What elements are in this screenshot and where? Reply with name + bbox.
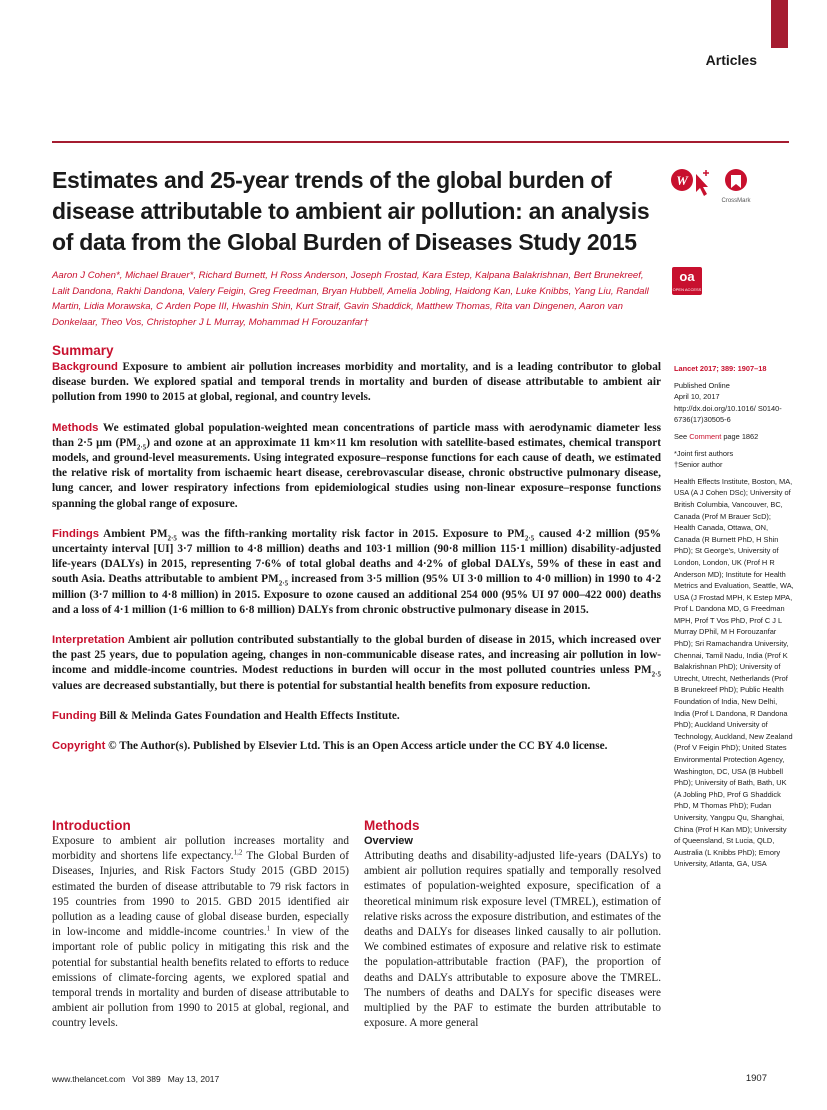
findings-text-a: Ambient PM [103,527,168,540]
joint-authors-note: *Joint first authors [674,448,734,458]
sidebar-citation [674,363,794,375]
intro-text-a: Exposure to ambient air pollution increases mortality and morbidity and shortens life expectancy. [52,835,349,863]
section-label: Articles [705,52,757,68]
summary-copyright [52,739,661,754]
open-access-badge[interactable] [672,267,702,295]
crossmark-label: CrossMark [721,198,751,204]
comment-link[interactable]: Comment [689,431,722,441]
journal-citation: Lancet 2017; 389: 1907–18 [674,364,767,373]
sidebar [674,363,794,875]
findings-text-b: was the fifth-ranking mortality risk factor in 2015. Exposure to PM [176,527,525,540]
interpretation-label: Interpretation [52,634,125,647]
methods-subheading: Overview [364,835,413,847]
background-text: Exposure to ambient air pollution increases morbidity and mortality, and is a leading contributor to global disease burden. We explored spatial and temporal trends in mortality and burden of disease attributable to ambient air pollution from 1990 to 2015 at global, regional, and country levels. [52,361,662,404]
journal-color-tab [771,0,788,48]
methods-heading: Methods [364,818,420,833]
svg-text:W: W [676,173,688,188]
methods-text-a: We estimated global population-weighted mean concentrations of particle mass with aerodynamic diameter less than 2·5 μm (PM [52,421,661,449]
reference-link[interactable]: 1,2 [233,848,243,857]
interpretation-text-a: Ambient air pollution contributed substantially to the global burden of disease in 2015, which increased over the past 25 years, due to population ageing, changes in non-communicable disease rates, and increasing air pollution in low-income and middle-income countries. Modest reductions in burden will occur in the most polluted countries unless PM [52,634,662,677]
published-date: April 10, 2017 [674,392,720,402]
methods-body: Attributing deaths and disability-adjusted life-years (DALYs) to ambient air pollution requires spatially and temporally resolved estimates of population-weighted exposure, specification of a theoretical minimum risk exposure level (TMREL), estimation of relative risks across the exposure distribution, and estimates of the deaths and DALYs for diseases linked causally to air pollution. We combined estimates of exposure and relative risk to estimate the population-attributable fraction (PAF), the proportion of deaths and DALYs attributable to exposure above the TMREL. The numbers of deaths and DALYs for specific diseases were multiplied by the PAF to estimate the burden attributable to exposure. A more general [364,850,662,1030]
sidebar-notes [674,448,794,471]
author-list: Aaron J Cohen*, Michael Brauer*, Richard Burnett, H Ross Anderson, Joseph Frostad, Kara Estep, Kalpana Balakrishnan, Bert Brunekreef, Lalit Dandona, Rakhi Dandona, Valery Feigin, Greg Freedman, Bryan Hubbell, Amelia Jobling, Haidong Kan, Luke Knibbs, Yang Liu, Randall Martin, Lidia Morawska, C Arden Pope III, Hwashin Shin, Kurt Straif, Gavin Shaddick, Matthew Thomas, Rita van Dingenen, Aaron van Donkelaar, Theo Vos, Christopher J L Murray, Mohammad H Forouzanfar† [52,270,649,328]
funding-label: Funding [52,709,97,722]
cursor-icon [696,170,709,196]
intro-text-c: In view of the important role of public policy in mitigating this risk and the potential for substantial health benefits related to efforts to reduce emissions of climate-forcing agents, we explored spatial and temporal trends in mortality and burden of disease attributable to ambient air pollution from 1990 to 2015 at global, regional, and country levels. [52,926,349,1030]
senior-author-note: †Senior author [674,460,723,470]
pm-subscript: 2·5 [136,443,147,452]
summary-heading: Summary [52,343,114,358]
article-title: Estimates and 25-year trends of the global burden of disease attributable to ambient air pollution: an analysis of data from the Global Burden of Diseases Study 2015 [52,167,650,255]
pm-subscript: 2·5 [524,534,535,543]
sidebar-published [674,380,794,426]
doi-link[interactable]: http://dx.doi.org/10.1016/ S0140-6736(17)30505-6 [674,403,782,425]
copyright-label: Copyright [52,740,106,753]
footer-journal-info[interactable]: www.thelancet.com Vol 389 May 13, 2017 [52,1074,220,1084]
background-label: Background [52,361,118,373]
methods-label: Methods [52,421,99,434]
article-badges [670,166,760,206]
introduction-body [52,834,349,1032]
page-number: 1907 [745,1073,767,1084]
methods-text-b: ) and ozone at an approximate 11 km×11 km resolution with satellite-based estimates, chemical transport models, and ground-level measurements. Using integrated exposure–response functions for each cause of death, we estimated the relative risk of mortality from ischaemic heart disease, cerebrovascular disease, chronic obstructive pulmonary disease, lung cancer, and lower respiratory infections from epidemiological studies using non-linear exposure–response functions spanning the global range of exposure. [52,436,661,510]
pm-subscript: 2·5 [167,534,177,543]
introduction-heading: Introduction [52,818,131,833]
affiliations: Health Effects Institute, Boston, MA, USA (A J Cohen DSc); University of British Columbia, Vancouver, BC, Canada (Prof M Brauer ScD); Health Canada, Ottawa, ON, Canada (R Burnett PhD, H Shin PhD); St George's, University of London, London, UK (Prof H R Anderson MD); Institute for Health Metrics and Evaluation, Seattle, WA, USA (J Frostad MPH, K Estep MPA, Prof L Dandona MD, G Freedman MPH, Prof T Vos PhD, Prof C J L Murray DPhil, M H Forouzanfar PhD); Sri Ramachandra University, Chennai, Tamil Nadu, India (Prof K Balakrishnan PhD); University of Utrecht, Utrecht, Netherlands (Prof B Brunekreef PhD); Public Health Foundation of India, New Delhi, India (Prof L Dandona, R Dandona PhD); Auckland University of Technology, Auckland, New Zealand (Prof V Feigin PhD); United States Environmental Protection Agency, Washington, DC, USA (B Hubbell PhD); University of Bath, Bath, UK (A Jobling PhD, Prof G Shaddick PhD, M Thomas PhD); Fudan University, Yangpu Qu, Shanghai, China (Prof H Kan MD); University of Queensland, St Lucia, QLD, Australia (L Knibbs PhD); Emory University, Atlanta, GA, USA [674,476,794,869]
summary-findings [52,527,661,618]
pm-subscript: 2·5 [278,579,289,588]
summary-funding [52,709,661,724]
published-label: Published Online [674,380,730,390]
altmetric-icon[interactable] [671,169,693,191]
summary-methods [52,421,661,512]
see-suffix: page 1862 [721,431,759,441]
oa-small-label: OPEN ACCESS [672,287,702,292]
reference-link[interactable]: 1 [266,924,271,933]
crossmark-icon[interactable] [725,169,747,191]
summary-background [52,360,661,406]
findings-text-c: caused 4·2 million (95% uncertainty interval [UI] 3·7 million to 4·8 million) deaths and 103·1 million (90·8 million 115·1 million) disability-adjusted life-years (DALYs) in 2015, representing 7·6% of total global deaths and 4·2% of global DALYs, 59% of these in east and south Asia. Deaths attributable to ambient PM [52,527,661,586]
see-prefix: See [674,431,690,441]
header-rule [52,141,789,143]
pm-subscript: 2·5 [651,670,661,679]
intro-text-b: The Global Burden of Diseases, Injuries, and Risk Factors Study 2015 (GBD 2015) estimated the burden of disease attributable to 79 risk factors in 195 countries from 1990 to 2015. GBD 2015 identified air pollution as a leading cause of global disease burden, especially in low-income and middle-income countries. [52,850,349,939]
oa-label: oa [679,269,695,284]
findings-text-d: increased from 3·5 million (95% UI 3·0 million to 4·0 million) in 1990 to 4·2 million (3·7 million to 4·8 million) in 2015. Exposure to ozone caused an additional 254 000 (95% UI 97 000–422 000) deaths and a loss of 4·1 million (1·6 million to 6·8 million) DALYs from chronic obstructive pulmonary disease in 2015. [52,573,661,616]
copyright-text: © The Author(s). Published by Elsevier Ltd. This is an Open Access article under the CC BY 4.0 license. [108,740,608,753]
summary-body [52,360,661,769]
findings-label: Findings [52,527,100,540]
badge-icons [670,166,760,210]
interpretation-text-b: values are decreased substantially, but there is potential for substantial health benefits from exposure reduction. [52,679,591,692]
summary-interpretation [52,633,661,694]
funding-text: Bill & Melinda Gates Foundation and Health Effects Institute. [99,709,400,722]
sidebar-see-comment [674,431,794,443]
